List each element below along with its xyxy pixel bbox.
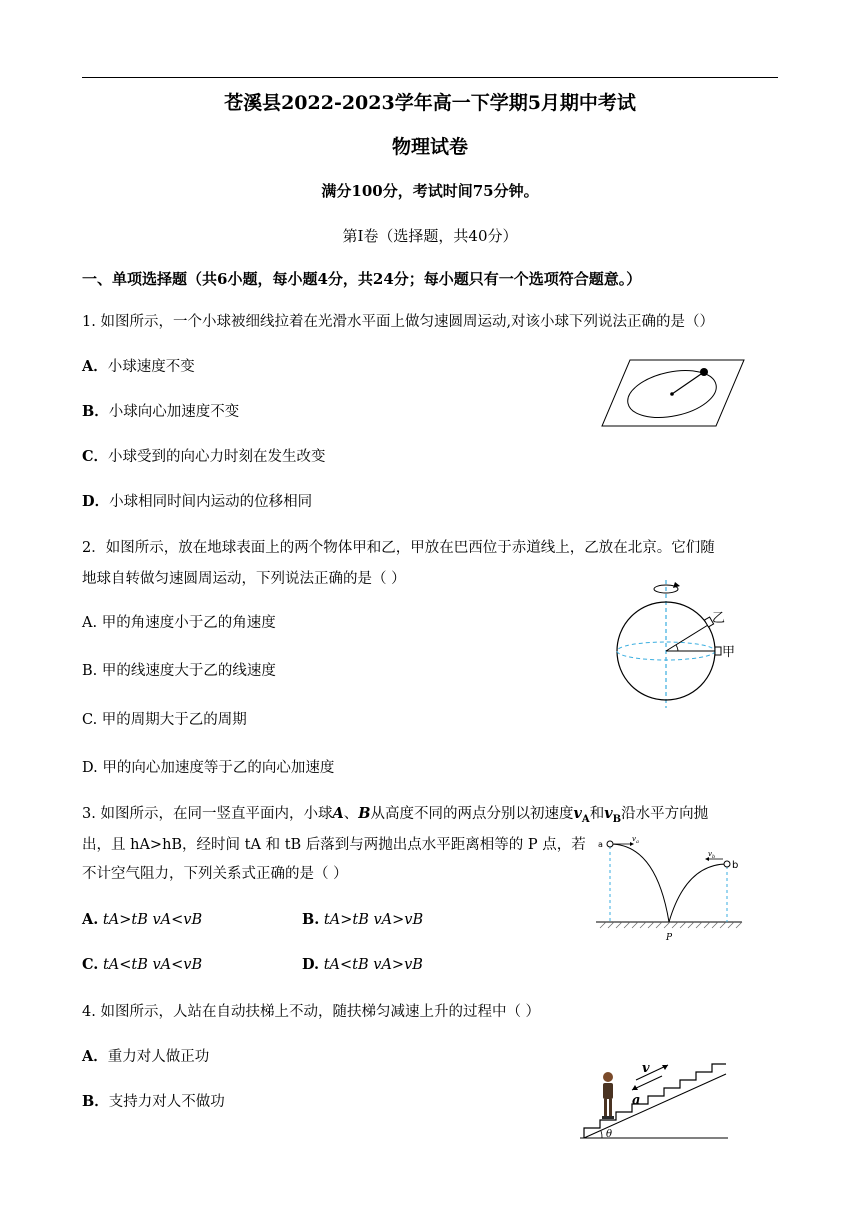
q3-ball-b xyxy=(724,861,730,867)
q3-label-vb: $v_b$ xyxy=(708,850,716,860)
q1-option-d: D．小球相同时间内运动的位移相同 xyxy=(82,493,313,510)
exam-title: 苍溪县2022-2023学年高一下学期5月期中考试 xyxy=(224,92,636,114)
q3-option-b: B. tA>tB vA>vB xyxy=(302,911,424,928)
exam-subtitle: 物理试卷 xyxy=(391,136,468,158)
q2-object-jia xyxy=(715,647,721,655)
q1-ball xyxy=(700,368,708,376)
q2-label-jia: 甲 xyxy=(722,645,736,660)
header-rule xyxy=(82,77,778,78)
q4-option-a: A．重力对人做正功 xyxy=(82,1048,210,1065)
q1-option-a: A．小球速度不变 xyxy=(82,358,195,375)
q4-angle-arc xyxy=(601,1131,602,1138)
q3-figure xyxy=(596,834,744,946)
q2-stem-line1: 2．如图所示，放在地球表面上的两个物体甲和乙，甲放在巴西位于赤道线上，乙放在北京。它们随 xyxy=(82,540,715,556)
q4-velocity-arrow xyxy=(636,1065,668,1080)
q3-trajectory-a xyxy=(610,844,669,922)
q3-label-p: P xyxy=(666,933,673,943)
q2-radius-beijing xyxy=(666,625,708,651)
q2-option-a: A. 甲的角速度小于乙的角速度 xyxy=(82,615,276,631)
q3-label-b: b xyxy=(732,860,739,871)
q3-option-a: A. tA>tB vA<vB xyxy=(82,911,203,928)
q1-string xyxy=(672,372,704,394)
q3-stem-line2: 出，且 hA>hB，经时间 tA 和 tB 后落到与两抛出点水平距离相等的 P 点，若 xyxy=(82,837,586,853)
q1-option-c: C．小球受到的向心力时刻在发生改变 xyxy=(82,448,326,465)
q4-label-theta: θ xyxy=(606,1129,613,1140)
q2-earth-figure xyxy=(608,580,748,708)
q3-option-d: D. tA<tB vA>vB xyxy=(302,956,423,973)
q3-stem-line1: 3. 如图所示，在同一竖直平面内，小球A、B从高度不同的两点分别以初速度$v_A$和$v_B$沿水平方向抛 xyxy=(82,805,709,825)
q2-label-yi: 乙 xyxy=(712,611,726,626)
q2-option-c: C. 甲的周期大于乙的周期 xyxy=(82,712,247,728)
q3-ball-a xyxy=(607,841,613,847)
q4-escalator-figure xyxy=(578,1050,730,1142)
q1-option-b: B．小球向心加速度不变 xyxy=(82,403,240,420)
q4-option-b: B．支持力对人不做功 xyxy=(82,1093,225,1110)
q2-option-b: B. 甲的线速度大于乙的线速度 xyxy=(82,663,276,679)
volume-heading: 第Ⅰ卷（选择题，共40分） xyxy=(342,227,518,245)
q3-ground-hatch xyxy=(600,922,742,928)
section-heading: 一、单项选择题（共6小题，每小题4分，共24分；每小题只有一个选项符合题意。） xyxy=(82,270,642,288)
q3-label-a: a xyxy=(598,840,603,849)
exam-info: 满分100分，考试时间75分钟。 xyxy=(321,182,539,200)
q2-stem-line2: 地球自转做匀速圆周运动，下列说法正确的是（ ） xyxy=(82,571,406,587)
q3-trajectory-b xyxy=(669,864,727,922)
q3-stem-line3: 不计空气阻力，下列关系式正确的是（ ） xyxy=(82,866,348,882)
q3-option-c: C. tA<tB vA<vB xyxy=(82,956,203,973)
q1-center-dot xyxy=(670,392,674,396)
person-icon xyxy=(602,1072,614,1119)
q1-figure xyxy=(600,358,746,428)
q1-stem: 1. 如图所示，一个小球被细线拉着在光滑水平面上做匀速圆周运动,对该小球下列说法正确的是（） xyxy=(82,314,715,330)
q3-label-va: $v_a$ xyxy=(632,835,639,845)
q4-stem: 4. 如图所示，人站在自动扶梯上不动，随扶梯匀减速上升的过程中（ ） xyxy=(82,1004,541,1020)
q2-latitude-angle xyxy=(676,645,678,651)
q4-label-v: v xyxy=(642,1061,650,1076)
q4-label-a: a xyxy=(632,1093,641,1108)
q2-option-d: D. 甲的向心加速度等于乙的向心加速度 xyxy=(82,760,335,776)
